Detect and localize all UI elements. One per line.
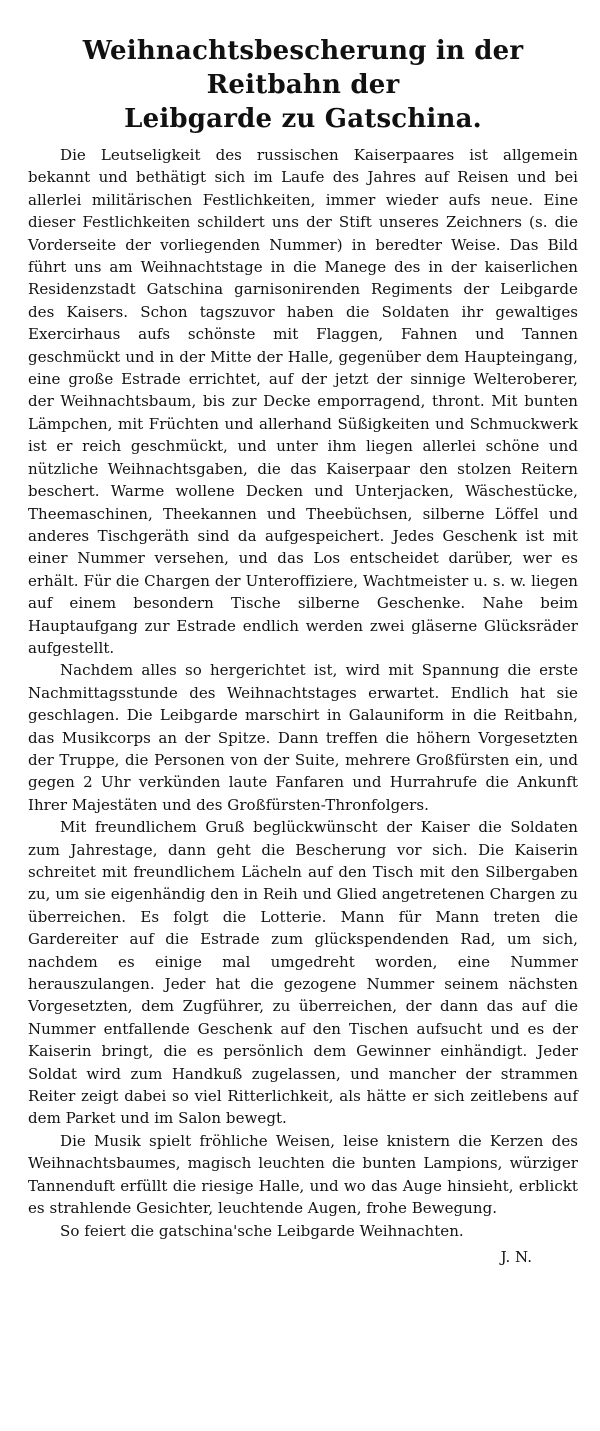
article-title-line-2: Leibgarde zu Gatschina. (124, 104, 482, 134)
paragraph-4: Die Musik spielt fröhliche Weisen, leise knistern die Kerzen des Weihnachtsbaumes, magisch leuchten die bunten Lampions, würziger Tannenduft erfüllt die riesige Halle, und wo das Auge hinsieht, erblickt es strahlende Gesichter, leuchtende Augen, frohe Bewegung. (28, 1131, 578, 1218)
article-body (28, 144, 578, 1242)
author-signature: J. N. (500, 1247, 532, 1266)
paragraph-1: Die Leutseligkeit des russischen Kaiserpaares ist allgemein bekannt und bethätigt sich im Laufe des Jahres auf Reisen und bei allerlei militärischen Festlichkeiten, immer wieder aufs neue. Eine dieser Festlichkeiten schildert uns der Stift unseres Zeichners (s. die Vorderseite der vorliegenden Nummer) in beredter Weise. Das Bild führt uns am Weihnachtstage in die Manege des in der kaiserlichen Residenzstadt Gatschina garnisonirenden Regiments der Leibgarde des Kaisers. Schon tagszuvor haben die Soldaten ihr gewaltiges Exercirhaus aufs schönste mit Flaggen, Fahnen und Tannen geschmückt und in der Mitte der Halle, gegenüber dem Haupteingang, eine große Estrade errichtet, auf der jetzt der sinnige Welteroberer, der Weihnachtsbaum, bis zur Decke emporragend, thront. Mit bunten Lämpchen, mit Früchten und allerhand Süßigkeiten und Schmuckwerk ist er reich geschmückt, und unter ihm liegen allerlei schöne und nützliche Weihnachtsgaben, die das Kaiserpaar den stolzen Reitern beschert. Warme wollene Decken und Unterjacken, Wäschestücke, Theemaschinen, Theekannen und Theebüchsen, silberne Löffel und anderes Tischgeräth sind da aufgespeichert. Jedes Geschenk ist mit einer Nummer versehen, und das Los entscheidet darüber, wer es erhält. Für die Chargen der Unteroffiziere, Wachtmeister u. s. w. liegen auf einem besondern Tische silberne Geschenke. Nahe beim Hauptaufgang zur Estrade endlich werden zwei gläserne Glücksräder aufgestellt. (28, 146, 578, 657)
article-title (28, 34, 578, 136)
article-title-line-1: Weihnachtsbescherung in der Reitbahn der (82, 36, 524, 100)
paragraph-3: Mit freundlichem Gruß beglückwünscht der Kaiser die Soldaten zum Jahrestage, dann geht die Bescherung vor sich. Die Kaiserin schreitet mit freundlichem Lächeln auf den Tisch mit den Silbergaben zu, um sie eigenhändig den in Reih und Glied angetretenen Chargen zu überreichen. Es folgt die Lotterie. Mann für Mann treten die Gardereiter auf die Estrade zum glückspendenden Rad, um sich, nachdem es einige mal umgedreht worden, eine Nummer herauszulangen. Jeder hat die gezogene Nummer seinem nächsten Vorgesetzten, dem Zugführer, zu überreichen, der dann das auf die Nummer entfallende Geschenk auf den Tischen aufsucht und es der Kaiserin bringt, die es persönlich dem Gewinner einhändigt. Jeder Soldat wird zum Handkuß zugelassen, und mancher der strammen Reiter zeigt dabei so viel Ritterlichkeit, als hätte er sich zeitlebens auf dem Parket und im Salon bewegt. (28, 818, 578, 1128)
paragraph-2: Nachdem alles so hergerichtet ist, wird mit Spannung die erste Nachmittagsstunde des Weihnachtstages erwartet. Endlich hat sie geschlagen. Die Leibgarde marschirt in Galauniform in die Reitbahn, das Musikcorps an der Spitze. Dann treffen die höhern Vorgesetzten der Truppe, die Personen von der Suite, mehrere Großfürsten ein, und gegen 2 Uhr verkünden laute Fanfaren und Hurrahrufe die Ankunft Ihrer Majestäten und des Großfürsten-Thronfolgers. (28, 661, 578, 814)
paragraph-5: So feiert die gatschina'sche Leibgarde Weihnachten. (60, 1221, 464, 1240)
